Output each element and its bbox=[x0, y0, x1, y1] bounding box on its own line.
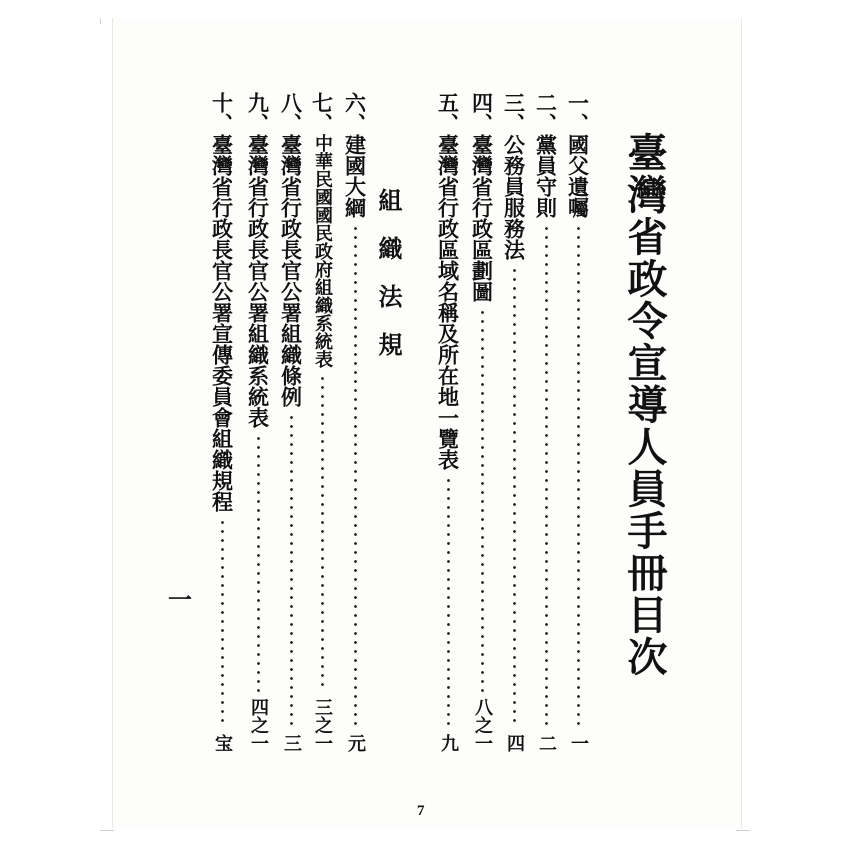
toc-entry-page: 四 bbox=[504, 734, 525, 752]
toc-entry-number: 九、 bbox=[245, 92, 271, 134]
toc-entry-number: 六、 bbox=[342, 92, 368, 134]
toc-entry-number: 八、 bbox=[278, 92, 304, 134]
toc-entry-page: 二 bbox=[536, 734, 557, 752]
toc-entry-number: 五、 bbox=[435, 92, 461, 134]
toc-entry-10[interactable] bbox=[206, 92, 238, 752]
document-title: 臺灣省政令宣導人員手冊目次 bbox=[621, 132, 668, 678]
toc-entry-title: 黨員守則 bbox=[533, 134, 559, 218]
toc-entry-9[interactable] bbox=[242, 92, 274, 752]
dot-leader bbox=[513, 266, 516, 728]
toc-entry-title: 臺灣省行政長官公署宣傳委員會組織規程 bbox=[209, 134, 235, 512]
toc-entry-number: 二、 bbox=[533, 92, 559, 134]
toc-entry-title: 臺灣省行政區劃圖 bbox=[469, 134, 495, 302]
toc-entry-title: 國父遺囑 bbox=[565, 134, 591, 218]
dot-leader bbox=[481, 308, 484, 692]
dot-leader bbox=[257, 434, 260, 692]
toc-entry-5[interactable] bbox=[432, 92, 464, 752]
dot-leader bbox=[545, 224, 548, 728]
crop-mark-top-left bbox=[100, 18, 101, 24]
toc-entry-7[interactable] bbox=[306, 92, 338, 752]
toc-entry-page: 三之一 bbox=[312, 698, 333, 752]
toc-entry-3[interactable] bbox=[498, 92, 530, 752]
toc-entry-page: 九 bbox=[438, 734, 459, 752]
toc-entry-page: 宝 bbox=[212, 734, 233, 752]
toc-entry-number: 四、 bbox=[469, 92, 495, 134]
toc-entry-title: 臺灣省行政長官公署組織系統表 bbox=[245, 134, 271, 428]
dot-leader bbox=[321, 374, 324, 692]
toc-entry-page: 八之一 bbox=[472, 698, 493, 752]
toc-entry-6[interactable] bbox=[339, 92, 371, 752]
dot-leader bbox=[577, 224, 580, 728]
crop-mark-bottom-right bbox=[736, 830, 750, 831]
page-number: 7 bbox=[417, 803, 425, 819]
toc-entry-4[interactable] bbox=[466, 92, 498, 752]
toc-entry-page: 四之一 bbox=[248, 698, 269, 752]
toc-entry-page: 一 bbox=[568, 734, 589, 752]
toc-entry-title: 臺灣省行政長官公署組織條例 bbox=[278, 134, 304, 407]
toc-entry-page: 元 bbox=[345, 734, 366, 752]
side-page-mark: 一 bbox=[168, 585, 192, 614]
toc-entry-number: 七、 bbox=[309, 92, 335, 134]
toc-entry-2[interactable] bbox=[530, 92, 562, 752]
toc-entry-number: 十、 bbox=[209, 92, 235, 134]
toc-entry-8[interactable] bbox=[275, 92, 307, 752]
toc-entry-title: 臺灣省行政區域名稱及所在地一覽表 bbox=[435, 134, 461, 470]
dot-leader bbox=[221, 518, 224, 728]
toc-entry-number: 一、 bbox=[565, 92, 591, 134]
dot-leader bbox=[290, 413, 293, 728]
dot-leader bbox=[354, 224, 357, 728]
toc-entry-title: 中華民國國民政府組織系統表 bbox=[312, 134, 333, 368]
dot-leader bbox=[447, 476, 450, 728]
toc-entry-title: 公務員服務法 bbox=[501, 134, 527, 260]
crop-mark-bottom-left bbox=[100, 830, 114, 831]
toc-entry-1[interactable] bbox=[562, 92, 594, 752]
section-heading: 組織法規 bbox=[374, 188, 403, 380]
toc-entry-number: 三、 bbox=[501, 92, 527, 134]
toc-entry-page: 三 bbox=[281, 734, 302, 752]
toc-entry-title: 建國大綱 bbox=[342, 134, 368, 218]
